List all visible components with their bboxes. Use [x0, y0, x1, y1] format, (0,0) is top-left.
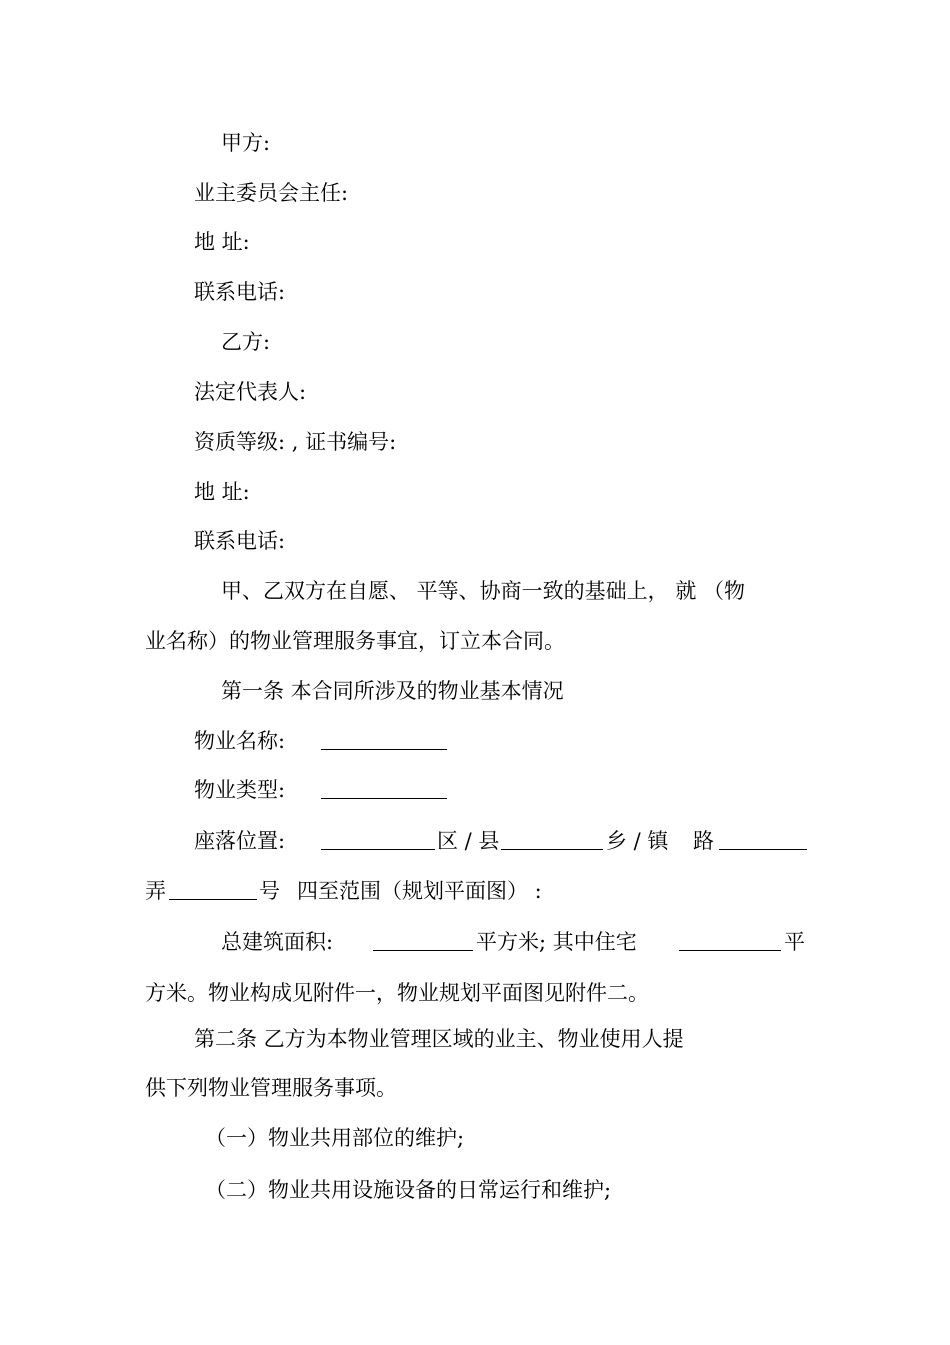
party-a-address-label: 地 址:: [194, 230, 250, 254]
property-name-row: [194, 728, 285, 754]
township-label: 乡 / 镇: [606, 829, 669, 853]
road-blank: [719, 829, 807, 850]
intro-line-1: 甲、乙双方在自愿、 平等、协商一致的基础上， 就 （物: [221, 579, 746, 603]
article-1-heading: 第一条 本合同所涉及的物业基本情况: [221, 679, 564, 703]
district-label: 区 / 县: [437, 829, 500, 853]
lane-blank: [169, 879, 257, 900]
lane-label: 弄: [145, 879, 166, 903]
township-blank: [501, 829, 603, 850]
party-a-label: 甲方:: [221, 131, 271, 155]
qualification-label: 资质等级: , 证书编号:: [194, 430, 397, 454]
property-type-label: 物业类型:: [194, 778, 286, 802]
property-name-blank: [321, 729, 447, 750]
total-area-label: 总建筑面积:: [221, 930, 334, 954]
ping-label: 平: [784, 930, 805, 954]
party-b-phone-label: 联系电话:: [194, 529, 286, 553]
legal-rep-label: 法定代表人:: [194, 380, 307, 404]
party-b-label: 乙方:: [221, 330, 271, 354]
party-a-phone-label: 联系电话:: [194, 280, 286, 304]
boundary-label: 四至范围（规划平面图） :: [297, 879, 542, 903]
residential-area-blank: [679, 930, 781, 951]
service-item-1: （一）物业共用部位的维护;: [205, 1126, 465, 1150]
sqm-residential-label: 平方米; 其中住宅: [476, 930, 637, 954]
property-type-blank: [321, 778, 447, 799]
party-b-address-label: 地 址:: [194, 480, 250, 504]
number-label: 号: [259, 879, 280, 903]
property-name-label: 物业名称:: [194, 729, 286, 753]
area-line-2: 方米。物业构成见附件一，物业规划平面图见附件二。: [145, 981, 649, 1005]
service-item-2: （二）物业共用设施设备的日常运行和维护;: [205, 1178, 612, 1202]
road-label: 路: [693, 829, 714, 853]
district-blank: [321, 829, 435, 850]
article-2-line-2: 供下列物业管理服务事项。: [145, 1076, 397, 1100]
total-area-blank: [373, 930, 473, 951]
article-2-line-1: 第二条 乙方为本物业管理区域的业主、物业使用人提: [194, 1027, 684, 1051]
location-label: 座落位置:: [194, 829, 286, 853]
committee-director-label: 业主委员会主任:: [194, 181, 349, 205]
intro-line-2: 业名称）的物业管理服务事宜，订立本合同。: [145, 629, 565, 653]
